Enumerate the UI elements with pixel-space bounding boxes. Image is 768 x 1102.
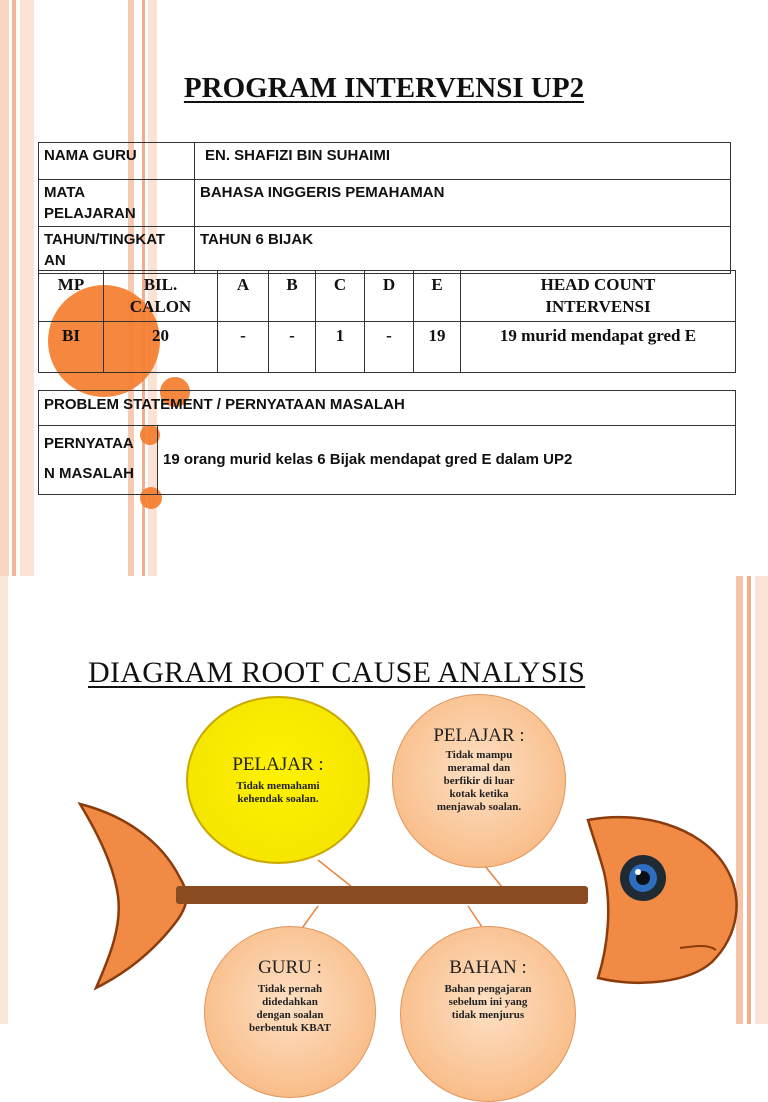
table-row <box>39 227 731 274</box>
table-row <box>39 322 736 373</box>
slide-root-cause-analysis <box>0 576 768 1034</box>
label-nama-guru: NAMA GURU <box>39 143 195 180</box>
cause-text: Tidak memahami kehendak soalan. <box>236 780 320 805</box>
table-row <box>39 143 731 180</box>
value-mata-pelajaran: BAHASA INGGERIS PEMAHAMAN <box>195 180 731 227</box>
table-row <box>39 426 736 495</box>
label-mata-pelajaran: MATA PELAJARAN <box>39 180 195 227</box>
cell-mp: BI <box>39 322 104 373</box>
cause-heading: GURU : <box>258 957 322 978</box>
fish-eye-highlight <box>635 869 641 875</box>
cause-circle-bahan <box>400 926 576 1102</box>
value-nama-guru: EN. SHAFIZI BIN SUHAIMI <box>195 143 731 180</box>
page-title: PROGRAM INTERVENSI UP2 <box>183 72 585 104</box>
cause-text: Bahan pengajaran sebelum ini yang tidak menjurus <box>444 983 532 1021</box>
col-header-e: E <box>414 271 461 322</box>
cell-b: - <box>269 322 316 373</box>
value-tahun-tingkatan: TAHUN 6 BIJAK <box>195 227 731 274</box>
cause-heading: BAHAN : <box>449 957 527 978</box>
label-tahun-tingkatan: TAHUN/TINGKAT AN <box>39 227 195 274</box>
cell-d: - <box>365 322 414 373</box>
fish-head <box>588 817 737 983</box>
fish-spine <box>176 886 588 904</box>
col-header-head-count: HEAD COUNT INTERVENSI <box>461 271 736 322</box>
cell-head-count: 19 murid mendapat gred E <box>461 322 736 373</box>
fish-tail <box>80 804 186 988</box>
col-header-d: D <box>365 271 414 322</box>
table-header-row <box>39 271 736 322</box>
table-row <box>39 391 736 426</box>
cause-circle-guru <box>204 926 376 1098</box>
cause-heading: PELAJAR : <box>232 754 324 775</box>
fishbone-diagram <box>0 576 768 1024</box>
problem-statement-header: PROBLEM STATEMENT / PERNYATAAN MASALAH <box>39 391 736 426</box>
col-header-b: B <box>269 271 316 322</box>
cause-circle-pelajar-1 <box>186 696 370 864</box>
cause-text: Tidak mampu meramal dan berfikir di luar kotak ketika menjawab soalan. <box>436 749 522 813</box>
cell-e: 19 <box>414 322 461 373</box>
cause-circle-pelajar-2 <box>392 694 566 868</box>
cell-c: 1 <box>316 322 365 373</box>
problem-text: 19 orang murid kelas 6 Bijak mendapat gred E dalam UP2 <box>158 426 736 495</box>
teacher-info-table <box>38 142 731 274</box>
cell-bil-calon: 20 <box>104 322 218 373</box>
problem-statement-table <box>38 390 736 495</box>
connector-line <box>318 860 352 887</box>
grade-table <box>38 270 736 373</box>
diagram-title: DIAGRAM ROOT CAUSE ANALYSIS <box>88 656 586 689</box>
col-header-bil-calon: BIL. CALON <box>104 271 218 322</box>
cause-text: Tidak pernah didedahkan dengan soalan berbentuk KBAT <box>248 983 331 1034</box>
problem-label: PERNYATAA N MASALAH <box>39 426 158 495</box>
cause-heading: PELAJAR : <box>433 725 525 746</box>
cell-a: - <box>218 322 269 373</box>
connector-line <box>485 866 502 887</box>
col-header-c: C <box>316 271 365 322</box>
col-header-a: A <box>218 271 269 322</box>
table-row <box>39 180 731 227</box>
col-header-mp: MP <box>39 271 104 322</box>
